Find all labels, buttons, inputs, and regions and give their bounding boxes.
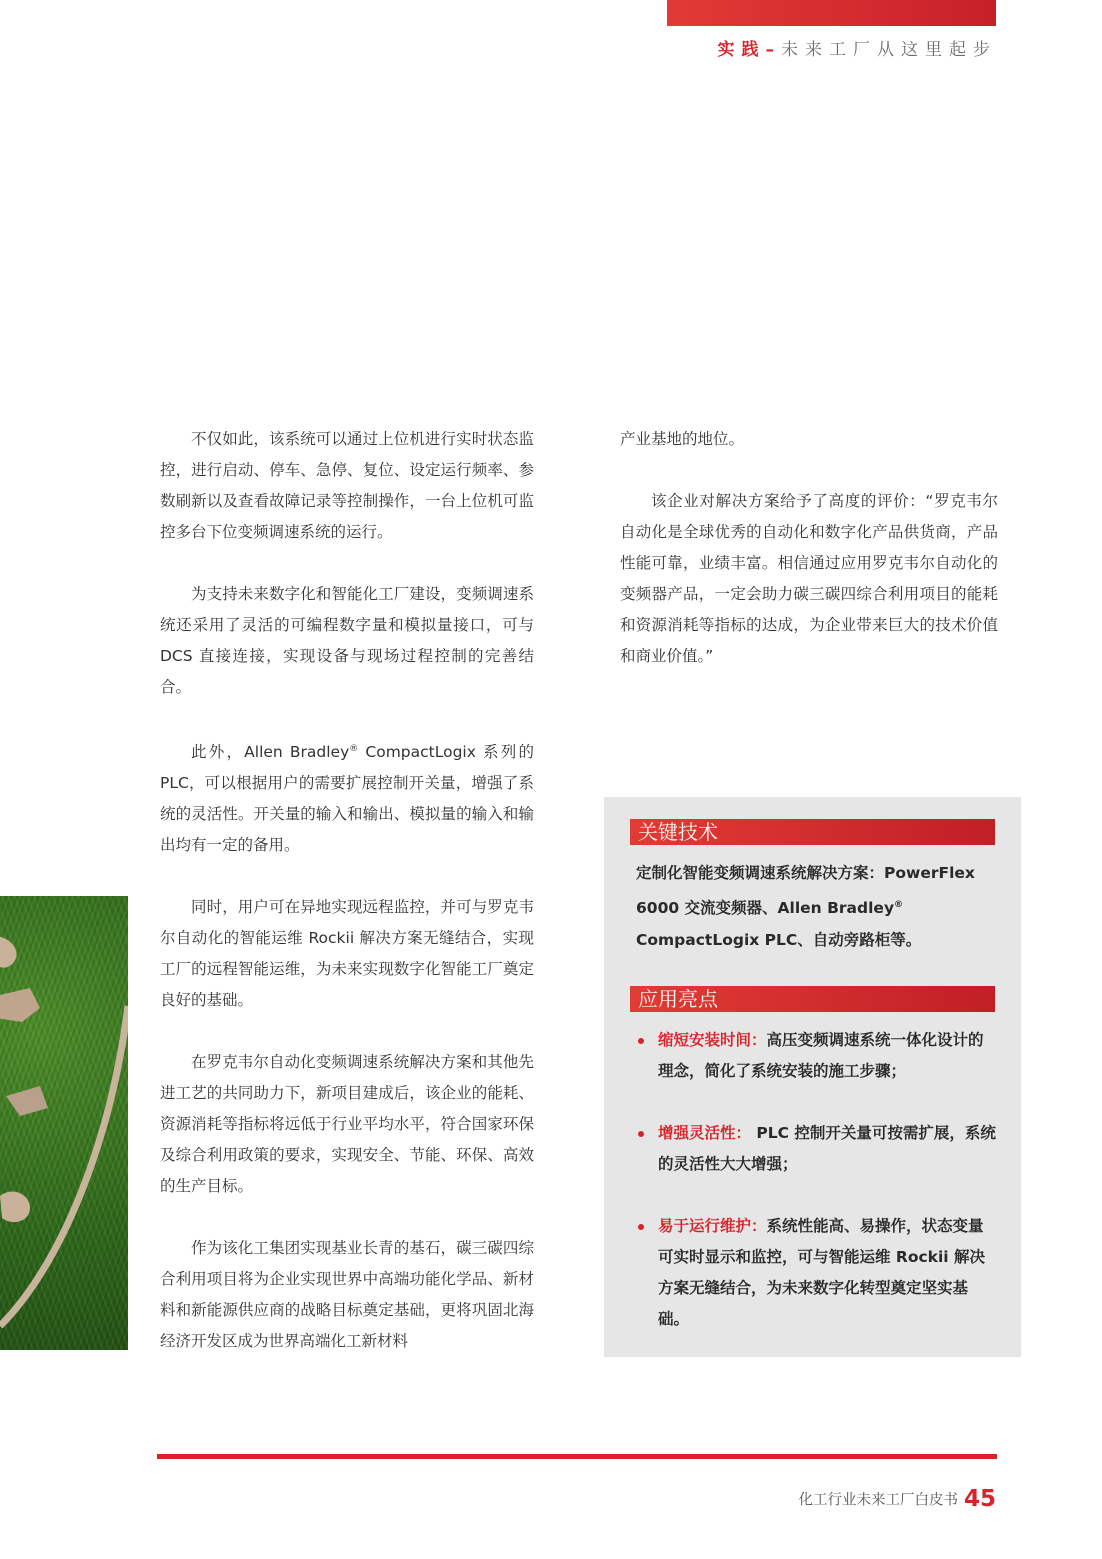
paragraph: 作为该化工集团实现基业长青的基石，碳三碳四综合利用项目将为企业实现世界中高端功能化学品、新材料和新能源供应商的战略目标奠定基础，更将巩固北海经济开发区成为世界高端化工新材料 (160, 1239, 534, 1351)
section-header-subtitle: 未来工厂从这里起步 (781, 40, 997, 60)
paragraph: 同时，用户可在异地实现远程监控，并可与罗克韦尔自动化的智能运维 Rockii 解决方案无缝结合，实现工厂的远程智能运维，为未来实现数字化智能工厂奠定良好的基础。 (160, 898, 534, 1010)
footer-title: 化工行业未来工厂白皮书 (798, 1492, 958, 1509)
text-span: 定制化智能变频调速系统解决方案：PowerFlex 6000 交流变频器、Allen Bradley (636, 864, 975, 918)
paragraph: 不仅如此，该系统可以通过上位机进行实时状态监控，进行启动、停车、急停、复位、设定运行频率、参数刷新以及查看故障记录等控制操作，一台上位机可监控多台下位变频调速系统的运行。 (160, 430, 534, 541)
highlight-text: 高压变频调速系统一体化设计的理念，简化了系统安装的施工步骤； (658, 1031, 984, 1080)
section-header (718, 35, 998, 60)
highlight-lead: 缩短安装时间： (658, 1031, 767, 1049)
body-right-column (620, 424, 998, 703)
info-box (604, 797, 1021, 1357)
text-span: CompactLogix 系列的 PLC，可以根据用户的需要扩展控制开关量，增强了系统的灵活性。开关量的输入和输出、模拟量的输入和输出均有一定的备用。 (160, 743, 534, 855)
highlights-list (636, 1025, 998, 1366)
paragraph: 在罗克韦尔自动化变频调速系统解决方案和其他先进工艺的共同助力下，新项目建成后，该企业的能耗、资源消耗等指标将远低于行业平均水平，符合国家环保及综合利用政策的要求，实现安全、节能、环保、高效的生产目标。 (160, 1053, 534, 1196)
list-item (636, 1025, 998, 1087)
registered-mark: ® (894, 900, 904, 910)
highlight-text: 系统性能高、易操作，状态变量可实时显示和监控，可与智能运维 Rockii 解决方案无缝结合，为未来数字化转型奠定坚实基础。 (658, 1217, 985, 1328)
grass-photo (0, 896, 128, 1350)
text-span: CompactLogix PLC、自动旁路柜等。 (636, 931, 922, 950)
text-span: 此外，Allen Bradley (191, 743, 350, 762)
paragraph (160, 734, 534, 861)
key-tech-text (636, 857, 998, 956)
highlight-text: PLC 控制开关量可按需扩展，系统的灵活性大大增强； (658, 1124, 996, 1173)
paragraph: 产业基地的地位。 (620, 430, 745, 448)
highlight-lead: 增强灵活性： (658, 1124, 752, 1142)
paragraph: 该企业对解决方案给予了高度的评价：“罗克韦尔自动化是全球优秀的自动化和数字化产品供货商，产品性能可靠，业绩丰富。相信通过应用罗克韦尔自动化的变频器产品，一定会助力碳三碳四综合利用项目的能耗和资源消耗等指标的达成，为企业带来巨大的技术价值和商业价值。” (620, 492, 998, 665)
highlight-lead: 易于运行维护： (658, 1217, 767, 1235)
list-item (636, 1118, 998, 1180)
list-item (636, 1211, 998, 1335)
section-header-keyword: 实践 (717, 40, 766, 60)
top-accent-bar (667, 0, 996, 26)
footer (798, 1486, 996, 1512)
body-left-column (160, 424, 534, 1388)
highlights-title: 应用亮点 (630, 986, 995, 1012)
section-header-dash: – (765, 40, 781, 60)
paragraph: 为支持未来数字化和智能化工厂建设，变频调速系统还采用了灵活的可编程数字量和模拟量接口，可与 DCS 直接连接，实现设备与现场过程控制的完善结合。 (160, 585, 534, 696)
footer-rule (157, 1454, 997, 1459)
page-number: 45 (963, 1486, 996, 1512)
registered-mark: ® (349, 744, 359, 754)
grass-photo-overlay (0, 896, 128, 1350)
key-tech-title: 关键技术 (630, 819, 995, 845)
